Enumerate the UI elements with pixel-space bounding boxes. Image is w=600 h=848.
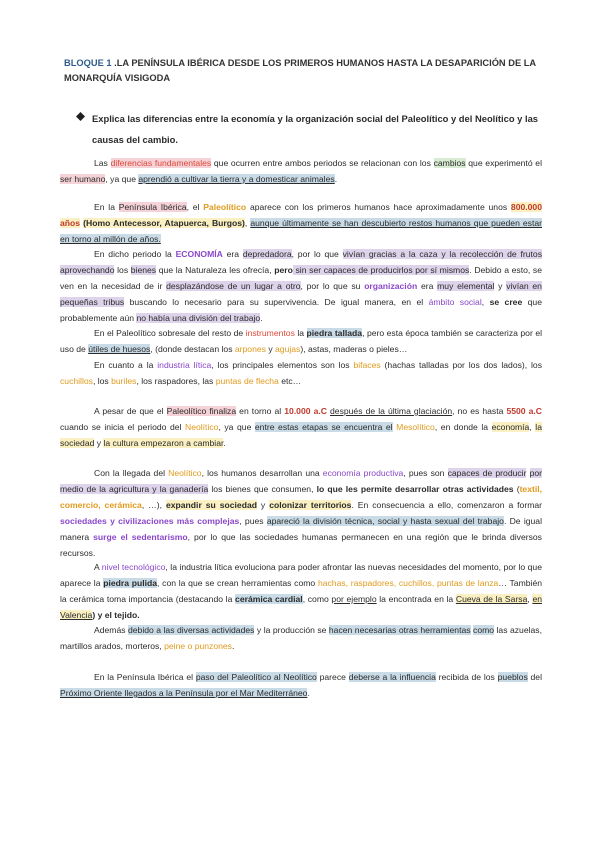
title-text: .LA PENÍNSULA IBÉRICA DESDE LOS PRIMEROS HUMANOS HASTA LA DESAPARICIÓN DE LA MONARQUÍA VISIGODA bbox=[64, 58, 536, 83]
text-run: … También la cerámica toma importancia (destacando la bbox=[60, 577, 542, 604]
text-run: buriles bbox=[111, 375, 137, 386]
text-run: cuchillos bbox=[60, 375, 93, 386]
text-run: cuando se inicia el periodo del bbox=[60, 421, 185, 432]
text-run: , por lo que las sociedades humanas permanecen en una región que le brinda diversos recursos. bbox=[60, 531, 542, 558]
text-run: . De igual manera bbox=[60, 515, 542, 542]
text-run: textil, comercio, cerámica bbox=[60, 483, 543, 510]
text-run: bifaces bbox=[353, 360, 381, 370]
text-run: diferencias fundamentales bbox=[110, 158, 212, 168]
paragraph-7 bbox=[60, 466, 542, 561]
text-run: y bbox=[94, 437, 104, 448]
text-run: capaces de producir bbox=[447, 468, 527, 478]
text-run: 5500 a.C bbox=[506, 406, 543, 416]
text-run: recibida de los bbox=[435, 672, 498, 682]
text-run: , …), bbox=[141, 499, 166, 510]
text-run: era bbox=[417, 280, 438, 291]
text-run: puntas de flecha bbox=[215, 375, 279, 386]
text-run: lo que les permite desarrollar otras actividades bbox=[316, 483, 514, 494]
text-run: , bbox=[481, 296, 490, 307]
paragraph-4 bbox=[60, 326, 542, 358]
text-run: nivel tecnológico bbox=[101, 562, 166, 572]
paragraph-9 bbox=[60, 623, 542, 655]
paragraph-5 bbox=[60, 358, 542, 390]
text-run: hacen necesarias otras herramientas bbox=[328, 625, 471, 635]
text-run: , pero esta época también se caracteriza por el uso de bbox=[60, 328, 543, 354]
text-run: agujas bbox=[275, 343, 301, 354]
text-run: del bbox=[527, 672, 542, 682]
text-run: , en donde la bbox=[434, 421, 492, 432]
text-run: economía productiva bbox=[322, 468, 404, 478]
text-run: , los raspadores, las bbox=[136, 375, 216, 386]
question-text: Explica las diferencias entre la economía y la organización social del Paleolítico y del Neolítico y las causas del cambio. bbox=[92, 113, 539, 145]
text-run: parece bbox=[316, 672, 349, 682]
text-run: , los humanos desarrollan una bbox=[201, 468, 323, 478]
text-run: pueblos bbox=[497, 672, 528, 682]
text-run: etc… bbox=[278, 375, 302, 386]
text-run: , como bbox=[302, 593, 332, 604]
text-run: colonizar territorios bbox=[269, 499, 352, 510]
text-run: piedra pulida bbox=[103, 577, 158, 588]
text-run: , los principales elementos son los bbox=[211, 360, 354, 370]
text-run: Las bbox=[94, 158, 111, 168]
text-run: y la producción se bbox=[254, 625, 329, 635]
text-run: , la industria lítica evoluciona para poder afrontar las nuevas necesidades del momento, por lo que aparece la bbox=[60, 562, 542, 588]
paragraph-2 bbox=[60, 200, 542, 248]
text-run: ( bbox=[513, 483, 520, 494]
text-run: que la Naturaleza les ofrecía, bbox=[156, 264, 275, 275]
text-run: 800.000 años bbox=[60, 202, 542, 228]
text-run: por medio de la agricultura y la ganadería bbox=[60, 468, 542, 494]
text-run: paso del Paleolítico al Neolítico bbox=[195, 672, 317, 682]
paragraph-6 bbox=[60, 404, 542, 452]
text-run: Mesolítico bbox=[396, 421, 435, 432]
text-run: Paleolítico bbox=[203, 202, 247, 212]
text-run: , ya que bbox=[218, 421, 255, 432]
text-run: ECONOMÍA bbox=[175, 249, 223, 259]
text-run: ser humano bbox=[60, 173, 106, 184]
text-run: aprovechando bbox=[60, 264, 115, 275]
text-run: como bbox=[473, 625, 495, 635]
text-run: Además bbox=[94, 625, 128, 635]
text-run: , por lo que bbox=[291, 249, 343, 259]
text-run: A pesar de que el bbox=[94, 406, 167, 416]
text-run: después de la última glaciación bbox=[330, 406, 453, 416]
text-run: , pues bbox=[239, 515, 267, 526]
paragraph-10 bbox=[60, 670, 542, 702]
text-run: y bbox=[494, 280, 507, 291]
text-run: se cree bbox=[489, 296, 523, 307]
text-run: Con la llegada del bbox=[94, 468, 169, 478]
text-run: peine o punzones bbox=[164, 640, 232, 651]
text-run: desplazándose de un lugar a otro bbox=[166, 280, 301, 291]
text-run: Neolítico bbox=[185, 421, 219, 432]
text-run: aunque últimamente se han descubierto restos humanos que pueden estar en torno al millón de años. bbox=[60, 217, 542, 244]
text-run: En cuanto a la bbox=[94, 360, 158, 370]
text-run: , con la que se crean herramientas como bbox=[157, 577, 318, 588]
text-run: . bbox=[223, 437, 226, 448]
text-run: útiles de huesos bbox=[88, 343, 151, 354]
text-run: sin ser capaces de producirlos por sí mismos bbox=[292, 264, 470, 275]
text-run: , el bbox=[186, 202, 204, 212]
text-run: depredadora bbox=[242, 249, 292, 259]
text-run: sociedades y civilizaciones más complejas bbox=[60, 515, 240, 526]
text-run: . bbox=[231, 640, 235, 651]
text-run: . bbox=[334, 173, 338, 184]
text-run: , ya que bbox=[105, 173, 139, 184]
text-run: Cueva de la Sarsa bbox=[455, 593, 528, 604]
text-run: muy elemental bbox=[437, 280, 495, 291]
text-run: arpones bbox=[234, 343, 266, 354]
text-run: aprendió a cultivar la tierra y a domesticar animales bbox=[138, 173, 335, 184]
text-run: y bbox=[256, 499, 270, 510]
text-run: deberse a la influencia bbox=[348, 672, 436, 682]
text-run: ámbito social bbox=[428, 296, 482, 307]
text-run: surge el bbox=[93, 531, 128, 542]
text-run: debido a las diversas actividades bbox=[128, 625, 255, 635]
text-run: hachas, raspadores, cuchillos, puntas de lanza bbox=[317, 577, 499, 588]
text-run: , no es hasta bbox=[452, 406, 507, 416]
page-title bbox=[64, 56, 544, 86]
text-run: cambios bbox=[433, 158, 466, 168]
text-run: , (donde destacan los bbox=[150, 343, 235, 354]
text-run: , los bbox=[92, 375, 112, 386]
text-run: Neolítico bbox=[168, 468, 202, 478]
text-run: , bbox=[527, 593, 533, 604]
text-run: , bbox=[244, 217, 251, 228]
text-run: la sociedad bbox=[60, 421, 542, 448]
text-run: Península Ibérica bbox=[118, 202, 187, 212]
text-run: pero bbox=[274, 264, 293, 275]
question-bullet bbox=[76, 108, 546, 150]
text-run: (hachas talladas por los dos lados), los bbox=[380, 360, 542, 370]
text-run: los bbox=[114, 264, 131, 275]
text-run: . En consecuencia a ello, comenzaron a formar bbox=[351, 499, 542, 510]
text-run: las azuelas, martillos arados, morteros, bbox=[60, 625, 542, 651]
text-run: en torno al bbox=[236, 406, 285, 416]
block-label: BLOQUE 1 bbox=[64, 58, 112, 68]
text-run: sedentarismo bbox=[131, 531, 188, 542]
paragraph-8 bbox=[60, 560, 542, 624]
text-run: los bienes que consumen, bbox=[208, 483, 317, 494]
text-run: buscando lo necesario para su supervivencia. De igual manera, en el bbox=[124, 296, 429, 307]
text-run: era bbox=[222, 249, 243, 259]
text-run: en Valencia bbox=[60, 593, 543, 620]
text-run: En el Paleolítico sobresale del resto de bbox=[94, 328, 246, 338]
text-run: no había una división del trabajo bbox=[136, 312, 261, 323]
text-run: , por lo que su bbox=[300, 280, 365, 291]
text-run: expandir su sociedad bbox=[165, 499, 257, 510]
text-run: cerámica cardial bbox=[235, 593, 303, 604]
text-run: , bbox=[529, 421, 536, 432]
text-run: entre estas etapas se encuentra el bbox=[254, 421, 393, 432]
text-run: Próximo Oriente llegados a la Península por el Mar Mediterráneo bbox=[60, 687, 308, 698]
text-run: industria lítica bbox=[157, 360, 212, 370]
text-run: la encontrada en la bbox=[376, 593, 456, 604]
text-run: En la bbox=[94, 202, 119, 212]
text-run: economía bbox=[491, 421, 530, 432]
text-run: la cultura empezaron a cambiar bbox=[103, 437, 224, 448]
text-run: organización bbox=[364, 280, 418, 291]
paragraph-3 bbox=[60, 247, 542, 327]
text-run: A bbox=[94, 562, 102, 572]
text-run: bienes bbox=[130, 264, 157, 275]
text-run: que ocurren entre ambos periodos se relacionan con los bbox=[211, 158, 434, 168]
text-run: ), astas, maderas o pieles… bbox=[300, 343, 408, 354]
text-run: . bbox=[260, 312, 263, 323]
text-run: vivían en pequeñas tribus bbox=[60, 280, 542, 307]
text-run: piedra tallada bbox=[306, 328, 363, 338]
text-run: vivían gracias a la caza y la recolección de frutos bbox=[342, 249, 542, 259]
text-run: , pues son bbox=[403, 468, 448, 478]
text-run: En la Península Ibérica el bbox=[94, 672, 196, 682]
text-run: aparece con los primeros humanos hace aproximadamente unos bbox=[246, 202, 511, 212]
text-run: . Debido a esto, se ven en la necesidad de ir bbox=[60, 264, 542, 291]
text-run: apareció la división técnica, social y hasta sexual del trabajo bbox=[266, 515, 504, 526]
text-run: 10.000 a.C bbox=[284, 406, 327, 416]
text-run: que experimentó el bbox=[465, 158, 542, 168]
text-run: ) y el tejido. bbox=[92, 609, 140, 620]
text-run: En dicho periodo la bbox=[94, 249, 176, 259]
text-run: y bbox=[265, 343, 276, 354]
text-run: instrumentos bbox=[245, 328, 295, 338]
text-run: que probablemente aún bbox=[60, 296, 542, 323]
text-run: (Homo Antecessor, Atapuerca, Burgos) bbox=[83, 217, 245, 228]
text-run: Paleolítico finaliza bbox=[166, 406, 237, 416]
text-run: por ejemplo bbox=[331, 593, 377, 604]
diamond-bullet-icon bbox=[76, 112, 85, 121]
text-run: la bbox=[294, 328, 307, 338]
text-run: . bbox=[307, 687, 310, 698]
paragraph-1 bbox=[60, 156, 542, 188]
